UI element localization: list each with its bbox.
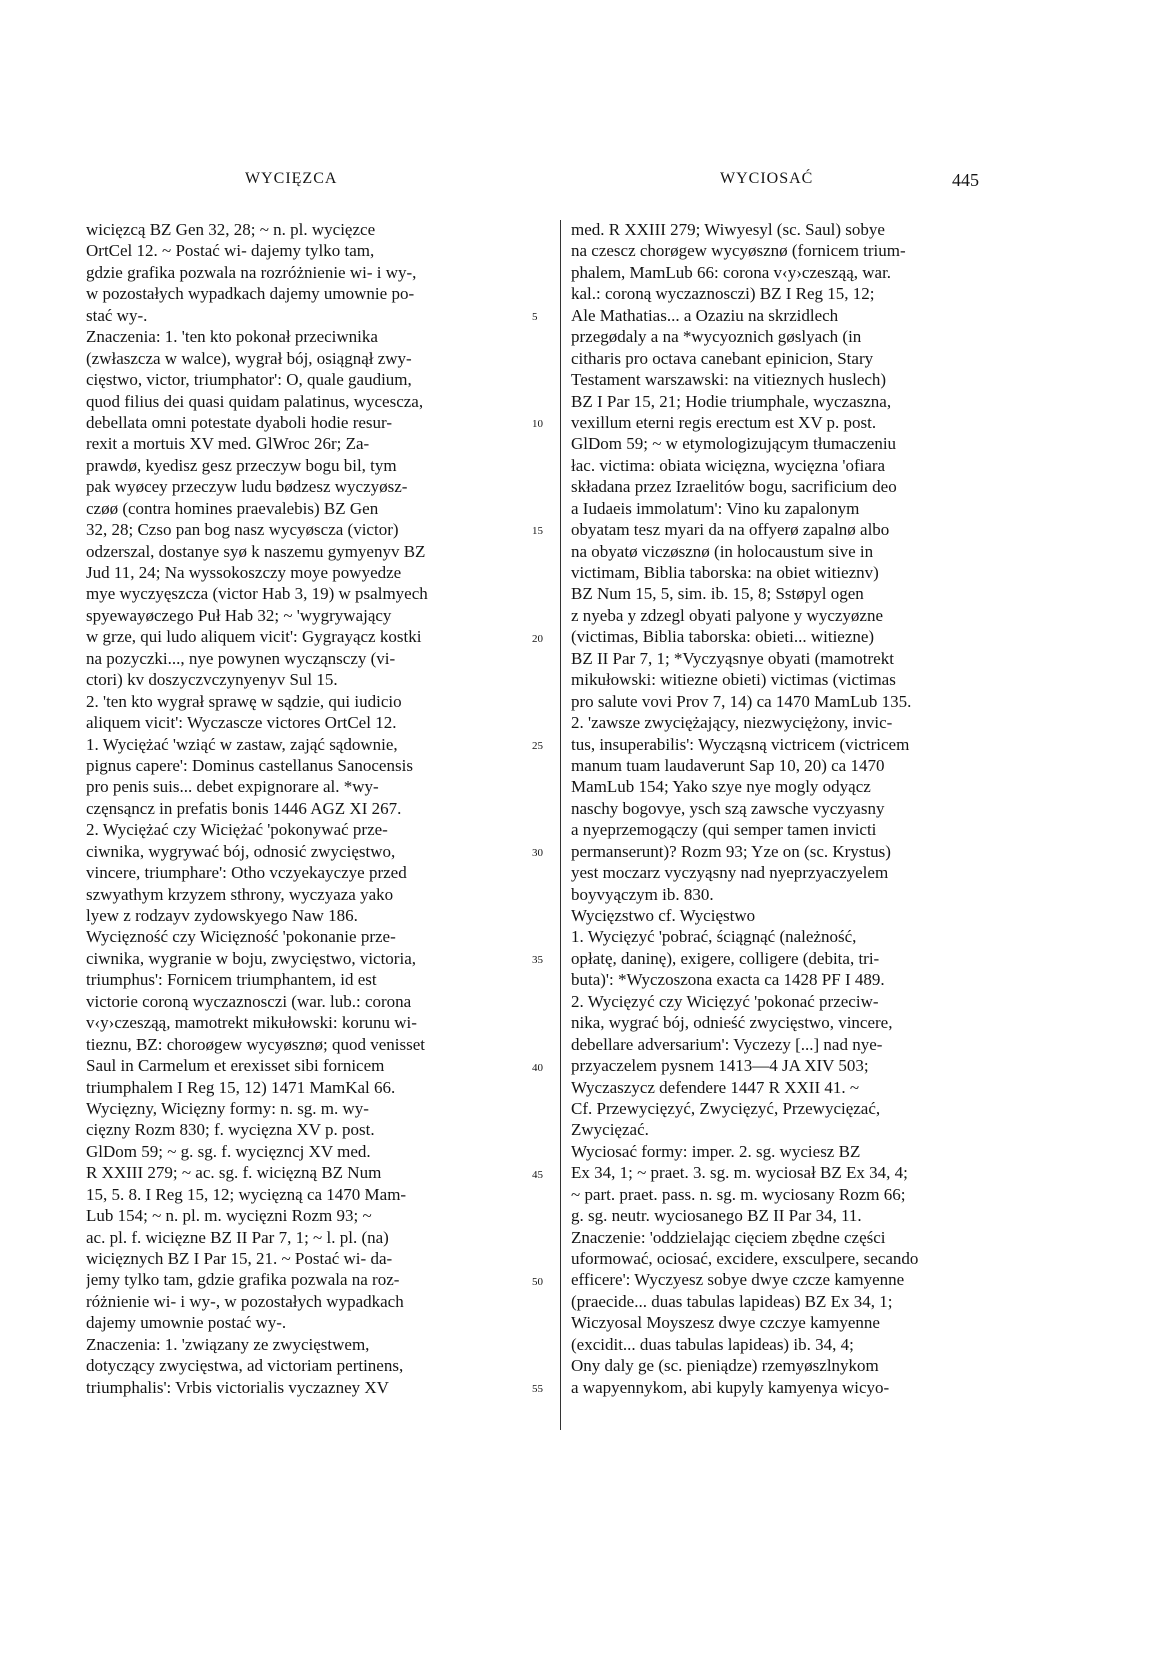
- right-column-line: nika, wygrać bój, odnieść zwycięstwo, vincere,: [571, 1013, 893, 1033]
- right-column-line: BZ I Par 15, 21; Hodie triumphale, wyczaszna,: [571, 391, 892, 411]
- right-column-line: Testament warszawski: na vitieznych huslech): [571, 370, 887, 390]
- left-column-line: dotyczący zwycięstwa, ad victoriam pertinens,: [86, 1356, 404, 1376]
- right-column-line: a wapyennykom, abi kupyly kamyenya wicyo-: [571, 1377, 890, 1397]
- right-column-line: Zwycięzać.: [571, 1120, 649, 1140]
- right-column-line: a Iudaeis immolatum': Vino ku zapalonym: [571, 498, 860, 518]
- line-number: 35: [532, 954, 543, 967]
- left-column-line: triumphus': Fornicem triumphantem, id est: [86, 970, 377, 990]
- right-column-line: BZ Num 15, 5, sim. ib. 15, 8; Sstøpyl ogen: [571, 584, 864, 604]
- left-column-line: mye wyczyęszcza (victor Hab 3, 19) w psalmyech: [86, 584, 428, 604]
- left-column-line: czøø (contra homines praevalebis) BZ Gen: [86, 498, 379, 518]
- left-column-line: debellata omni potestate dyaboli hodie resur-: [86, 412, 393, 432]
- column-divider: [560, 220, 561, 1430]
- right-column-line: Ex 34, 1; ~ praet. 3. sg. m. wyciosał BZ Ex 34, 4;: [571, 1163, 908, 1183]
- left-column-line: pignus capere': Dominus castellanus Sanocensis: [86, 755, 413, 775]
- left-column-line: 15, 5. 8. I Reg 15, 12; wycięzną ca 1470 Mam-: [86, 1184, 407, 1204]
- right-column-line: na obyatø viczøsznø (in holocaustum sive in: [571, 541, 874, 561]
- right-column-line: Wyciosać formy: imper. 2. sg. wyciesz BZ: [571, 1141, 861, 1161]
- right-column-line: tus, insuperabilis': Wycząsną victricem (victricem: [571, 734, 910, 754]
- left-column-line: 1. Wyciężać 'wziąć w zastaw, zająć sądownie,: [86, 734, 398, 754]
- right-column-line: na czescz chorøgew wycyøsznø (fornicem trium-: [571, 241, 906, 261]
- right-column-line: 2. 'zawsze zwyciężający, niezwyciężony, invic-: [571, 713, 893, 733]
- left-column-line: Lub 154; ~ n. pl. m. wycięzni Rozm 93; ~: [86, 1206, 372, 1226]
- right-column-line: łac. victima: obiata wicięzna, wycięzna 'ofiara: [571, 455, 886, 475]
- left-column-line: w pozostałych wypadkach dajemy umownie po-: [86, 284, 415, 304]
- left-column-line: victorie coroną wyczaznosczi (war. lub.: corona: [86, 991, 412, 1011]
- left-column-line: pak wyøcey przeczyw ludu bødzesz wyczyøsz-: [86, 477, 408, 497]
- right-column-line: phalem, MamLub 66: corona v‹y›czesząą, war.: [571, 262, 892, 282]
- right-column-line: MamLub 154; Yako szye nye mogly odyącz: [571, 777, 871, 797]
- left-column-line: rexit a mortuis XV med. GlWroc 26r; Za-: [86, 434, 370, 454]
- right-column-line: kal.: coroną wyczaznosczi) BZ I Reg 15, 12;: [571, 284, 875, 304]
- left-column-line: (zwłaszcza w walce), wygrał bój, osiągnął zwy-: [86, 348, 412, 368]
- right-column: [571, 219, 1005, 1398]
- left-column-line: cięzny Rozm 830; f. wycięzna XV p. post.: [86, 1120, 375, 1140]
- right-column-line: naschy bogovye, ysch szą zawsche vyczyasny: [571, 798, 885, 818]
- right-column-line: Ony daly ge (sc. pieniądze) rzemyøszlnykom: [571, 1356, 879, 1376]
- right-column-line: Wiczyosal Moyszesz dwye czczye kamyenne: [571, 1313, 880, 1333]
- left-column-line: w grze, qui ludo aliquem vicit': Gygrayącz kostki: [86, 627, 422, 647]
- right-column-line: mikułowski: witiezne obieti) victimas (victimas: [571, 670, 896, 690]
- line-number: 50: [532, 1276, 543, 1289]
- right-column-line: med. R XXIII 279; Wiwyesyl (sc. Saul) sobye: [571, 220, 885, 239]
- left-column-line: wicięzcą BZ Gen 32, 28; ~ n. pl. wycięzce: [86, 220, 376, 239]
- line-number: 45: [532, 1168, 543, 1181]
- left-column-line: stać wy-.: [86, 305, 148, 325]
- left-column-line: dajemy umownie postać wy-.: [86, 1313, 287, 1333]
- left-column-line: vincere, triumphare': Otho vczyekayczye przed: [86, 863, 407, 883]
- left-column-line: 32, 28; Czso pan bog nasz wycyøscza (victor): [86, 520, 399, 540]
- right-column-line: obyatam tesz myari da na offyerø zapalnø albo: [571, 520, 890, 540]
- left-column-line: tieznu, BZ: choroøgew wycyøsznø; quod venisset: [86, 1034, 425, 1054]
- right-column-line: 2. Wycięzyć czy Wicięzyć 'pokonać przeciw-: [571, 991, 879, 1011]
- right-column-line: vexillum eterni regis erectum est XV p. post.: [571, 412, 877, 432]
- right-column-line: ~ part. praet. pass. n. sg. m. wyciosany Rozm 66;: [571, 1184, 906, 1204]
- header-left-keyword: WYCIĘZCA: [245, 170, 338, 187]
- line-number: 10: [532, 418, 543, 431]
- right-column-line: (victimas, Biblia taborska: obieti... witiezne): [571, 627, 875, 647]
- line-number: 20: [532, 632, 543, 645]
- right-column-line: boyvyączym ib. 830.: [571, 884, 714, 904]
- right-column-line: pro salute vovi Prov 7, 14) ca 1470 MamLub 135.: [571, 691, 912, 711]
- left-column-line: OrtCel 12. ~ Postać wi- dajemy tylko tam,: [86, 241, 375, 261]
- left-column-line: odzerszal, dostanye syø k naszemu gymyenyv BZ: [86, 541, 426, 561]
- right-column-line: Znaczenie: 'oddzielając cięciem zbędne części: [571, 1227, 886, 1247]
- right-column-line: Ale Mathatias... a Ozaziu na skrzidlech: [571, 305, 839, 325]
- left-column-line: gdzie grafika pozwala na rozróżnienie wi- i wy-,: [86, 262, 417, 282]
- left-column-line: ac. pl. f. wicięzne BZ II Par 7, 1; ~ l. pl. (na): [86, 1227, 389, 1247]
- right-column-line: permanserunt)? Rozm 93; Yze on (sc. Krystus): [571, 841, 891, 861]
- right-column-line: przegødaly a na *wycyoznich gøslyach (in: [571, 327, 862, 347]
- right-column-line: (excidit... duas tabulas lapideas) ib. 34, 4;: [571, 1334, 854, 1354]
- left-column-line: Znaczenia: 1. 'ten kto pokonał przeciwnika: [86, 327, 378, 347]
- left-column-line: Wycięzny, Wicięzny formy: n. sg. m. wy-: [86, 1098, 369, 1118]
- left-column-line: pro penis suis... debet expignorare al. *wy-: [86, 777, 379, 797]
- right-column-line: g. sg. neutr. wyciosanego BZ II Par 34, 11.: [571, 1206, 862, 1226]
- right-column-line: a nyeprzemogączy (qui semper tamen invicti: [571, 820, 877, 840]
- left-column-line: triumphalis': Vrbis victorialis vyczazney XV: [86, 1377, 389, 1397]
- left-column-line: prawdø, kyedisz gesz przeczyw bogu bil, tym: [86, 455, 397, 475]
- right-column-line: z nyeba y zdzegl obyati palyone y wyczyøzne: [571, 605, 884, 625]
- left-column-line: ctori) kv doszyczvczynyenyv Sul 15.: [86, 670, 338, 690]
- left-column-line: Saul in Carmelum et erexisset sibi fornicem: [86, 1056, 385, 1076]
- left-column-line: Jud 11, 24; Na wyssokoszczy moye powyedze: [86, 563, 402, 582]
- right-column-line: Cf. Przewycięzyć, Zwycięzyć, Przewycięzać,: [571, 1098, 881, 1118]
- left-column-line: jemy tylko tam, gdzie grafika pozwala na roz-: [86, 1270, 400, 1290]
- header-right-keyword: WYCIOSAĆ: [720, 170, 814, 187]
- right-column-line: debellare adversarium': Vyczezy [...] nad nye-: [571, 1034, 883, 1054]
- left-column-line: Wycięzność czy Wicięzność 'pokonanie prze-: [86, 927, 396, 947]
- left-column-line: ciwnika, wygrywać bój, odnosić zwycięstwo,: [86, 841, 396, 861]
- left-column-line: lyew z rodzayv zydowskyego Naw 186.: [86, 906, 358, 925]
- left-column-line: Znaczenia: 1. 'związany ze zwycięstwem,: [86, 1334, 370, 1354]
- left-column-line: aliquem vicit': Wyczascze victores OrtCel 12.: [86, 713, 397, 733]
- left-column-line: częnsąncz in prefatis bonis 1446 AGZ XI 267.: [86, 798, 402, 818]
- right-column-line: Wyczaszycz defendere 1447 R XXII 41. ~: [571, 1077, 860, 1097]
- left-column-line: wicięznych BZ I Par 15, 21. ~ Postać wi- da-: [86, 1249, 393, 1268]
- right-column-line: buta)': *Wyczoszona exacta ca 1428 PF I 489.: [571, 970, 885, 990]
- right-column-line: (praecide... duas tabulas lapideas) BZ Ex 34, 1;: [571, 1291, 893, 1311]
- right-column-line: opłatę, daninę), exigere, colligere (debita, tri-: [571, 948, 880, 968]
- line-number: 40: [532, 1061, 543, 1074]
- left-column-line: quod filius dei quasi quidam palatinus, wycescza,: [86, 391, 424, 411]
- left-column-line: ciwnika, wygranie w boju, zwycięstwo, victoria,: [86, 948, 416, 968]
- right-column-line: manum tuam laudaverunt Sap 10, 20) ca 1470: [571, 755, 885, 775]
- right-column-line: GlDom 59; ~ w etymologizującym tłumaczeniu: [571, 434, 897, 454]
- right-column-line: citharis pro octava canebant epinicion, Stary: [571, 348, 874, 368]
- left-column-line: v‹y›czesząą, mamotrekt mikułowski: korunu wi-: [86, 1013, 417, 1033]
- right-column-line: efficere': Wyczyesz sobye dwye czcze kamyenne: [571, 1270, 905, 1290]
- left-column-line: cięstwo, victor, triumphator': O, quale gaudium,: [86, 370, 412, 390]
- right-column-line: przyaczelem pysnem 1413—4 JA XIV 503;: [571, 1056, 869, 1076]
- line-number: 55: [532, 1383, 543, 1396]
- line-number: 15: [532, 525, 543, 538]
- running-header: [0, 170, 1164, 194]
- line-number: 25: [532, 739, 543, 752]
- left-column-line: triumphalem I Reg 15, 12) 1471 MamKal 66.: [86, 1077, 396, 1097]
- left-column-line: na pozyczki..., nye powynen wycząnsczy (vi-: [86, 648, 396, 668]
- line-number: 5: [532, 310, 538, 323]
- right-column-line: składana przez Izraelitów bogu, sacrificium deo: [571, 477, 897, 497]
- left-column-line: 2. Wyciężać czy Wiciężać 'pokonywać prze-: [86, 820, 388, 840]
- left-column-line: spyewayøczego Puł Hab 32; ~ 'wygrywający: [86, 605, 392, 625]
- page-number: 445: [952, 170, 979, 190]
- left-column-line: różnienie wi- i wy-, w pozostałych wypadkach: [86, 1291, 404, 1311]
- left-column-line: 2. 'ten kto wygrał sprawę w sądzie, qui iudicio: [86, 691, 402, 711]
- right-column-line: 1. Wycięzyć 'pobrać, ściągnąć (należność,: [571, 927, 857, 947]
- left-column-line: szwyathym krzyzem sthrony, wyczyaza yako: [86, 884, 394, 904]
- right-column-line: yest moczarz vyczyąsny nad nyeprzyaczyelem: [571, 863, 889, 883]
- left-column: [86, 219, 519, 1398]
- left-column-line: GlDom 59; ~ g. sg. f. wycięzncj XV med.: [86, 1141, 371, 1161]
- line-number: 30: [532, 847, 543, 860]
- right-column-line: uformować, ociosać, excidere, exsculpere, secando: [571, 1249, 919, 1268]
- right-column-line: BZ II Par 7, 1; *Vyczyąsnye obyati (mamotrekt: [571, 648, 894, 668]
- right-column-line: victimam, Biblia taborska: na obiet witieznv): [571, 563, 879, 582]
- right-column-line: Wycięzstwo cf. Wycięstwo: [571, 906, 756, 925]
- left-column-line: R XXIII 279; ~ ac. sg. f. wicięzną BZ Num: [86, 1163, 382, 1183]
